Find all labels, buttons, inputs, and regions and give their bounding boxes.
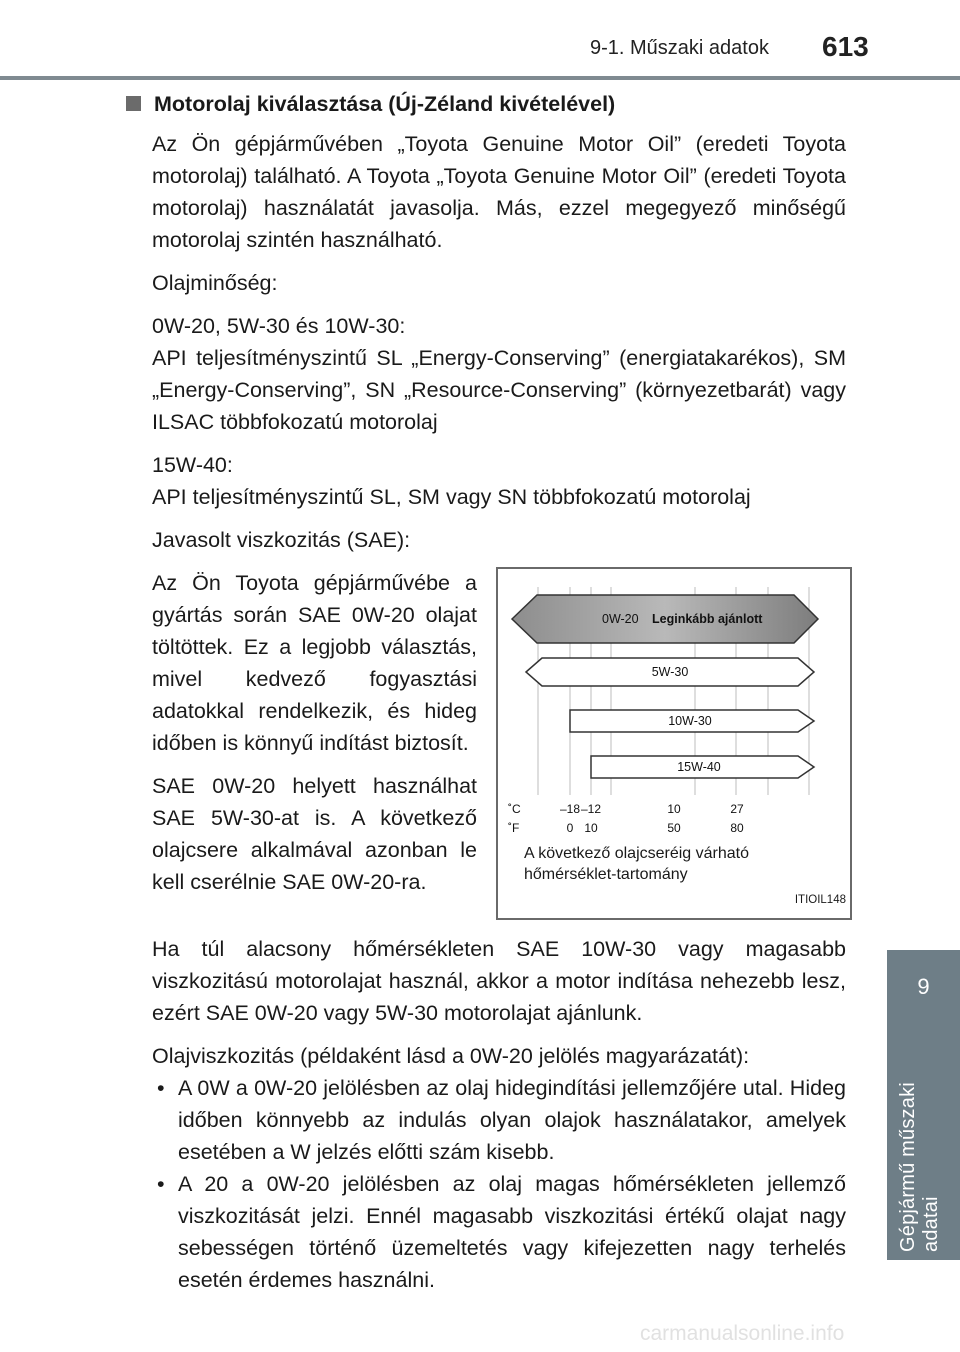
bar-5w-30 bbox=[526, 658, 814, 686]
bullet-text: A 0W a 0W-20 jelölésben az olaj hidegindítási jellemzőjére utal. Hideg időben könnyebb az indulás olyan olajok használatakor, amelyek esetében a W jelzés előtti szám kisebb. bbox=[178, 1076, 846, 1164]
list-item bbox=[152, 1168, 846, 1296]
tick-c: 27 bbox=[730, 802, 744, 816]
tick-c: –18 bbox=[559, 802, 581, 816]
grade-b-paragraph bbox=[130, 449, 846, 513]
bullet-dot-icon: • bbox=[157, 1172, 165, 1196]
bullet-text: A 20 a 0W-20 jelölésben az olaj magas hőmérsékleten jellemző viszkozitását jelzi. Ennél magasabb viszkozitási értékű olajat nagy sebességen történő üzemeltetés vagy kifejezetten nagy terhelés esetén érdemes használni. bbox=[178, 1172, 846, 1292]
grade-b-title: 15W-40: bbox=[152, 453, 233, 477]
grade-a-text: API teljesítményszintű SL „Energy-Conserving” (energiatakarékos), SM „Energy-Conserving”, SN „Resource-Conserving” (környezetbarát) vagy ILSAC többfokozatú motorolaj bbox=[152, 346, 846, 434]
bar-15w-40 bbox=[591, 756, 814, 778]
alternative-oil-text: SAE 0W-20 helyett használhat SAE 5W-30-at is. A következő olajcsere alkalmával azonban le kell cserélnie SAE 0W-20-ra. bbox=[152, 774, 477, 894]
bar-label-0w-20: 0W-20 bbox=[602, 612, 639, 626]
explain-intro-paragraph bbox=[130, 1040, 846, 1072]
viscosity-label bbox=[130, 524, 846, 556]
page-number: 613 bbox=[822, 31, 869, 62]
grade-a-title: 0W-20, 5W-30 és 10W-30: bbox=[152, 314, 406, 338]
bullet-dot-icon: • bbox=[157, 1076, 165, 1100]
page-content bbox=[130, 88, 846, 1296]
chapter-side-tab[interactable] bbox=[887, 950, 960, 1260]
intro-paragraph bbox=[130, 128, 846, 256]
viscosity-label-text: Javasolt viszkozitás (SAE): bbox=[152, 528, 411, 552]
low-temp-text: Ha túl alacsony hőmérsékleten SAE 10W-30 vagy magasabb viszkozitású motorolajat használ, akkor a motor indítása nehezebb lesz, ezért SAE 0W-20 vagy 5W-30 motorolajat ajánlunk. bbox=[152, 937, 846, 1025]
figure-code: ITIOIL148 bbox=[794, 894, 846, 906]
axis-labels bbox=[508, 802, 744, 835]
explain-bullet-list bbox=[130, 1072, 846, 1296]
chapter-label: Gépjármű műszaki adatai bbox=[897, 1082, 942, 1252]
bar-label-5w-30: 5W-30 bbox=[651, 665, 689, 679]
section-heading-text: Motorolaj kiválasztása (Új-Zéland kivételével) bbox=[154, 92, 616, 116]
viscosity-chart bbox=[496, 567, 852, 920]
bar-10w-30 bbox=[570, 710, 814, 732]
square-bullet-icon bbox=[126, 96, 141, 111]
list-item bbox=[152, 1072, 846, 1168]
header-divider bbox=[0, 76, 960, 80]
oil-quality-label-text: Olajminőség: bbox=[152, 271, 278, 295]
tick-c: –12 bbox=[580, 802, 602, 816]
explain-intro-text: Olajviszkozitás (példaként lásd a 0W-20 jelölés magyarázatát): bbox=[152, 1044, 750, 1068]
tick-f: 10 bbox=[584, 821, 598, 835]
tick-f: 50 bbox=[667, 821, 681, 835]
bar-0w-20 bbox=[512, 595, 818, 643]
bar-label-15w-40: 15W-40 bbox=[677, 760, 721, 774]
unit-fahrenheit: ˚F bbox=[508, 821, 520, 835]
tick-f: 80 bbox=[730, 821, 744, 835]
header-section-title: 9-1. Műszaki adatok bbox=[590, 37, 769, 59]
chart-caption: A következő olajcseréig várható hőmérséklet-tartomány bbox=[524, 845, 750, 883]
viscosity-section bbox=[130, 567, 846, 927]
grade-a-paragraph bbox=[130, 310, 846, 438]
oil-quality-label bbox=[130, 267, 846, 299]
viscosity-text-column bbox=[152, 567, 477, 909]
tick-f: 0 bbox=[566, 821, 574, 835]
intro-text: Az Ön gépjárművében „Toyota Genuine Motor Oil” (eredeti Toyota motorolaj) található. A Toyota „Toyota Genuine Motor Oil” (eredeti Toyota motorolaj) használatát javasolja. Más, ezzel megegyező minőségű motorolaj szintén használható. bbox=[152, 132, 846, 252]
bar-label-10w-30: 10W-30 bbox=[668, 714, 712, 728]
low-temp-paragraph bbox=[130, 933, 846, 1029]
tick-c: 10 bbox=[667, 802, 681, 816]
unit-celsius: ˚C bbox=[508, 802, 521, 816]
factory-fill-text: Az Ön Toyota gépjárművébe a gyártás során SAE 0W-20 olajat töltöttek. Ez a legjobb választás, mivel kedvező fogyasztási adatokkal rendelkezik, és hideg időben is könnyű indítást biztosít. bbox=[152, 571, 477, 755]
grade-b-text: API teljesítményszintű SL, SM vagy SN többfokozatú motorolaj bbox=[152, 485, 751, 509]
bar-recommended-label: Leginkább ajánlott bbox=[652, 612, 763, 626]
chapter-number: 9 bbox=[917, 974, 930, 999]
section-heading bbox=[130, 88, 846, 120]
watermark: carmanualsonline.info bbox=[640, 1322, 845, 1345]
